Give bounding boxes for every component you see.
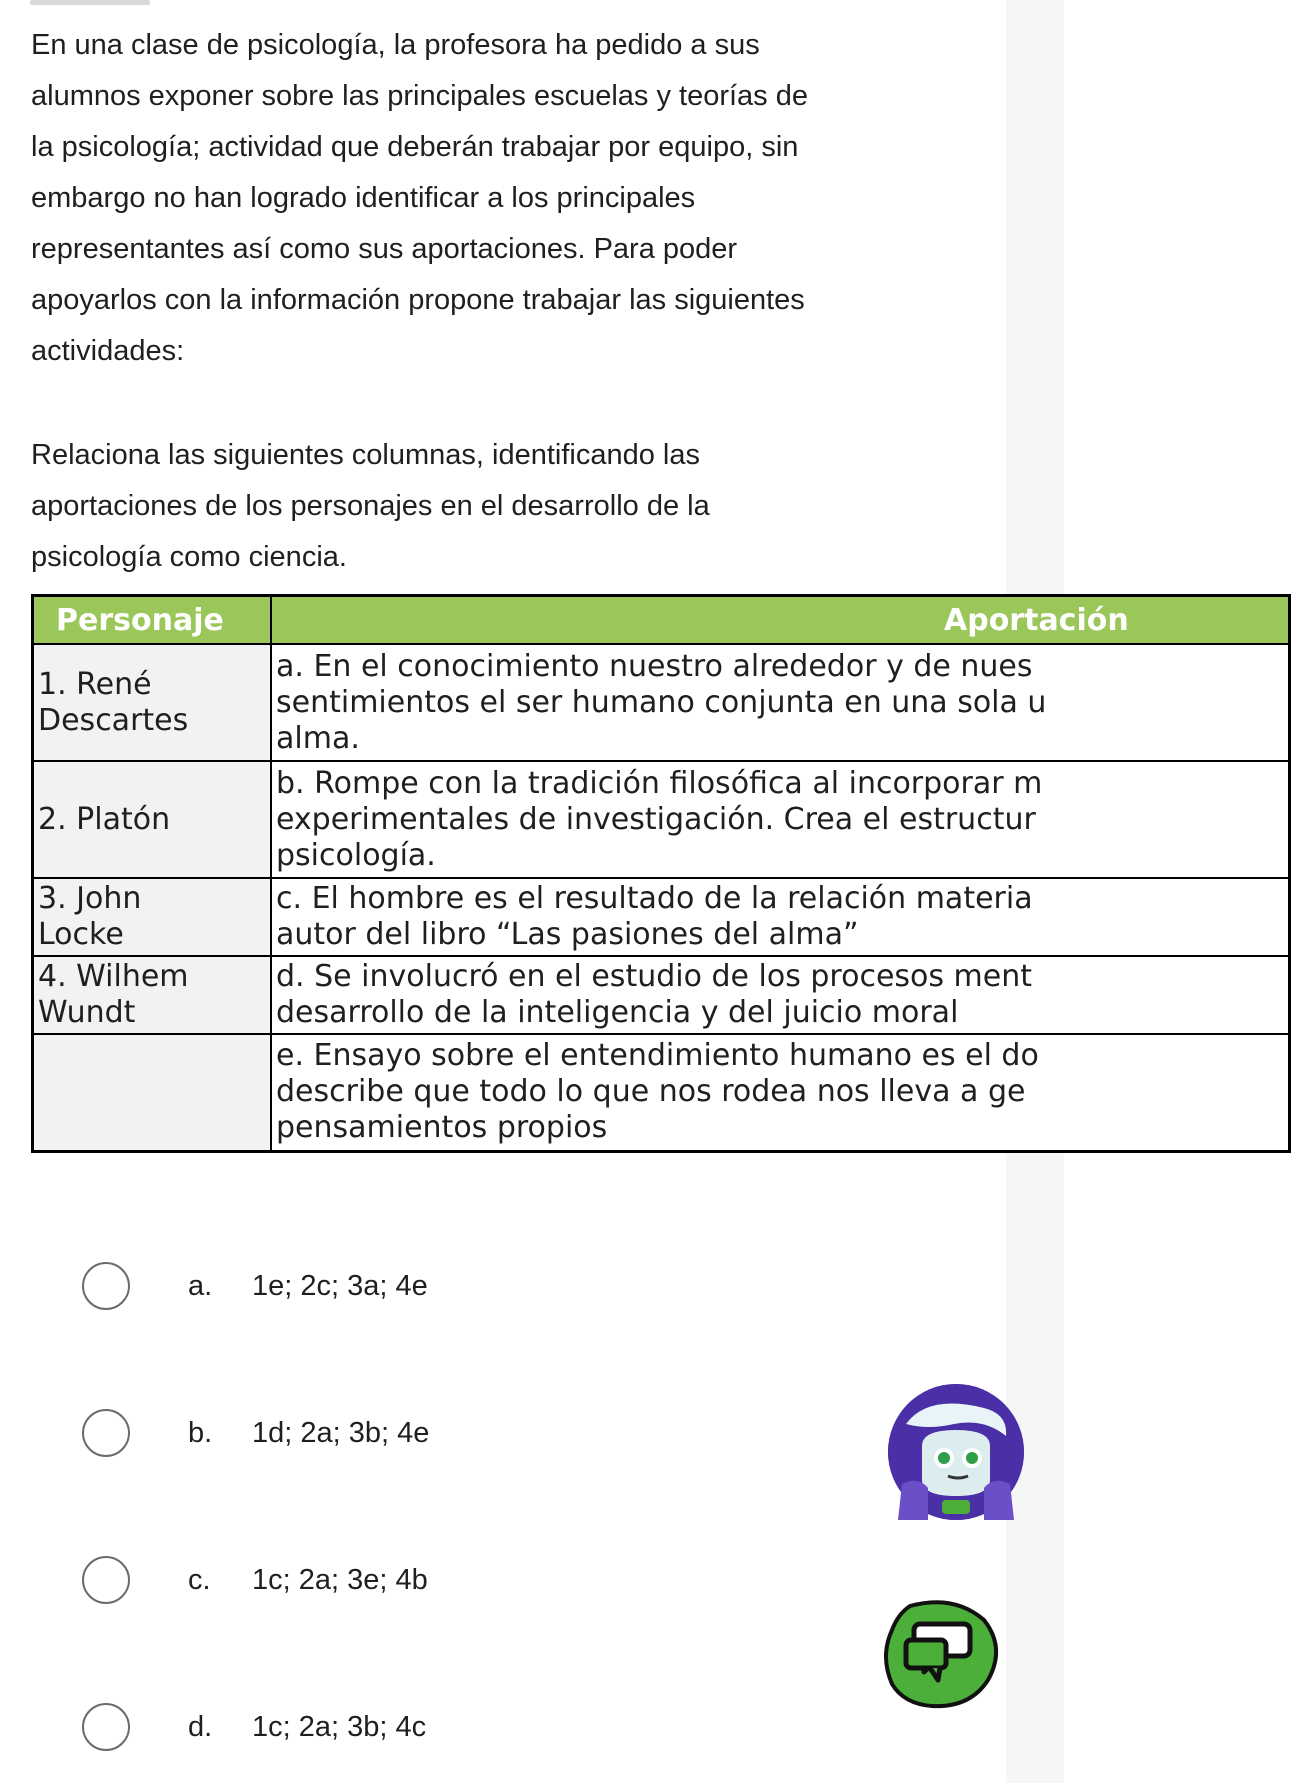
personaje-cell [33, 761, 272, 878]
option-letter: d. [188, 1710, 213, 1743]
personaje-cell [33, 878, 272, 956]
top-edge-bar [30, 0, 150, 5]
answer-option-c[interactable] [82, 1550, 682, 1610]
option-letter: a. [188, 1269, 213, 1302]
personaje-cell [33, 956, 272, 1034]
option-text: 1c; 2a; 3e; 4b [252, 1563, 428, 1596]
table-row [33, 956, 1290, 1034]
aportacion-line: d. Se involucró en el estudio de los procesos ment [276, 959, 1033, 994]
aportacion-cell [271, 1034, 1290, 1151]
table-header-row [33, 596, 1290, 645]
intro-line: alumnos exponer sobre las principales escuelas y teorías de [31, 80, 808, 112]
option-letter: b. [188, 1416, 213, 1449]
option-text: 1e; 2c; 3a; 4e [252, 1269, 428, 1302]
radio-empty-icon[interactable] [82, 1703, 130, 1751]
personaje-line: 1. René [38, 666, 152, 702]
intro-line: embargo no han logrado identificar a los principales [31, 182, 696, 214]
table-row [33, 761, 1290, 878]
instruction-line: Relaciona las siguientes columnas, identificando las [31, 439, 700, 471]
intro-line: apoyarlos con la información propone trabajar las siguientes [31, 284, 805, 316]
personaje-line: Locke [38, 917, 124, 952]
personaje-cell-empty [33, 1034, 272, 1151]
header-personaje: Personaje [33, 596, 272, 645]
radio-empty-icon[interactable] [82, 1262, 130, 1310]
aportacion-cell [271, 878, 1290, 956]
option-text: 1c; 2a; 3b; 4c [252, 1710, 427, 1743]
aportacion-line: e. Ensayo sobre el entendimiento humano es el do [276, 1038, 1039, 1074]
matching-table-image [31, 594, 1129, 1188]
radio-empty-icon[interactable] [82, 1556, 130, 1604]
aportacion-line: experimentales de investigación. Crea el estructur [276, 801, 1036, 837]
option-letter: c. [188, 1563, 211, 1596]
aportacion-line: autor del libro “Las pasiones del alma” [276, 917, 859, 952]
instruction-line: psicología como ciencia. [31, 541, 347, 573]
personaje-line: 2. Platón [38, 801, 171, 837]
matching-table [31, 594, 1291, 1153]
table-row [33, 1034, 1290, 1151]
robot-mascot-icon[interactable] [888, 1384, 1024, 1520]
answer-option-d[interactable] [82, 1697, 682, 1757]
intro-line: la psicología; actividad que deberán trabajar por equipo, sin [31, 131, 799, 163]
option-text: 1d; 2a; 3b; 4e [252, 1416, 430, 1449]
table-row [33, 644, 1290, 761]
table-row [33, 878, 1290, 956]
personaje-line: 3. John [38, 881, 142, 916]
aportacion-line: pensamientos propios [276, 1110, 608, 1146]
answer-option-a[interactable] [82, 1256, 682, 1316]
instruction-line: aportaciones de los personajes en el desarrollo de la [31, 490, 710, 522]
aportacion-line: desarrollo de la inteligencia y del juicio moral [276, 995, 959, 1030]
aportacion-cell [271, 644, 1290, 761]
aportacion-line: b. Rompe con la tradición filosófica al incorporar m [276, 765, 1043, 801]
answer-option-b[interactable] [82, 1403, 682, 1463]
personaje-line: 4. Wilhem [38, 959, 189, 994]
aportacion-line: sentimientos el ser humano conjunta en una sola u [276, 684, 1047, 720]
intro-line: En una clase de psicología, la profesora ha pedido a sus [31, 29, 760, 61]
question-instruction [31, 430, 991, 583]
radio-empty-icon[interactable] [82, 1409, 130, 1457]
aportacion-line: alma. [276, 720, 360, 756]
aportacion-cell [271, 956, 1290, 1034]
aportacion-cell [271, 761, 1290, 878]
intro-line: actividades: [31, 335, 185, 367]
question-intro [31, 20, 991, 377]
personaje-cell [33, 644, 272, 761]
personaje-line: Descartes [38, 702, 189, 738]
intro-line: representantes así como sus aportaciones. Para poder [31, 233, 738, 265]
aportacion-line: c. El hombre es el resultado de la relación materia [276, 881, 1033, 916]
header-aportacion: Aportación [271, 596, 1290, 645]
aportacion-line: psicología. [276, 837, 436, 873]
aportacion-line: describe que todo lo que nos rodea nos lleva a ge [276, 1074, 1026, 1110]
chat-bubble-icon[interactable] [884, 1596, 1002, 1714]
aportacion-line: a. En el conocimiento nuestro alrededor y de nues [276, 648, 1033, 684]
personaje-line: Wundt [38, 995, 136, 1030]
